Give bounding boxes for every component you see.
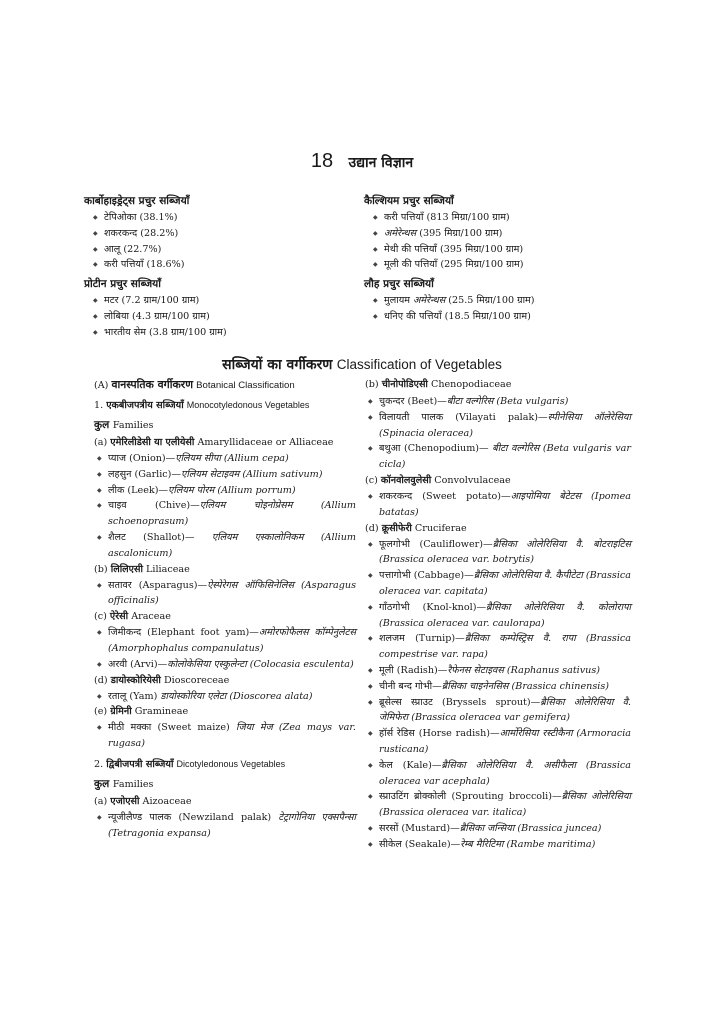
family-rb-heading: (b) चीनोपोडिएसी Chenopodiaceae [365, 379, 512, 390]
list-item: ◆ फूलगोभी (Cauliflower)—ब्रैसिका ओलेरिसिया वै. बोटराइटिस (Brassica oleracea var. botrytis) [365, 537, 631, 569]
left-column [94, 376, 356, 842]
list-item: ◆ करी पत्तियाँ (18.6%) [84, 257, 360, 273]
page-title: उद्यान विज्ञान [348, 155, 414, 171]
family-c-list [94, 625, 356, 672]
list-item: ◆ शकरकन्द (Sweet potato)—आइपोमिया बेटेटस (Ipomea batatas) [365, 489, 631, 521]
list-item: ◆ शकरकन्द (28.2%) [84, 226, 360, 242]
list-item: ◆ सतावर (Asparagus)—ऐस्पेरेगस ऑफिसिनेलिस (Asparagus officinalis) [94, 578, 356, 610]
family-b-list [94, 578, 356, 610]
list-item: ◆ मुलायम अमेरेन्थस (25.5 मिग्रा/100 ग्राम) [364, 293, 644, 309]
list-item: ◆ करी पत्तियाँ (813 मिग्रा/100 ग्राम) [364, 210, 644, 226]
family-a-list [94, 451, 356, 562]
protein-heading: प्रोटीन प्रचुर सब्जियाँ [84, 278, 161, 291]
list-item: ◆ मीठी मक्का (Sweet maize) जिया मेज (Zea mays var. rugasa) [94, 720, 356, 752]
list-item: ◆ अमेरेन्थस (395 मिग्रा/100 ग्राम) [364, 226, 644, 242]
family-rc-list [365, 489, 631, 521]
list-item: ◆ जिमीकन्द (Elephant foot yam)—अमोरफोफैलस कॉम्पेनुलेटस (Amorphophalus companulatus) [94, 625, 356, 657]
list-item: ◆ चीनी बन्द गोभी—ब्रैसिका चाइनेनसिस (Brassica chinensis) [365, 679, 631, 695]
list-item: ◆ स्प्राउटिंग ब्रोक्कोली (Sprouting broccoli)—ब्रैसिका ओलेरिसिया (Brassica oleracea var. italica) [365, 789, 631, 821]
iron-list [364, 293, 644, 325]
family-d-list [94, 689, 356, 705]
list-item: ◆ आलू (22.7%) [84, 242, 360, 258]
right-column [365, 376, 631, 853]
family-a-heading: (a) एमेरिलीडेसी या एलीयेसी Amaryllidaceae or Alliaceae [94, 437, 334, 448]
carb-heading: कार्बोहाइड्रेट्स प्रचुर सब्जियाँ [84, 195, 190, 207]
family-rc-heading: (c) कॉनवोलवुलेसी Convolvulaceae [365, 474, 511, 486]
list-item: ◆ लीक (Leek)—एलियम पोरम (Allium porrum) [94, 483, 356, 499]
protein-list [84, 293, 360, 340]
list-item: ◆ भारतीय सेम (3.8 ग्राम/100 ग्राम) [84, 325, 360, 341]
heading-dicot: 2. द्विबीजपत्री सब्जियाँ Dicotyledonous Vegetables [94, 758, 286, 770]
section-title-en: Classification of Vegetables [336, 357, 502, 372]
top-right-column [364, 190, 644, 325]
list-item: ◆ चुकन्दर (Beet)—बीटा वल्गेरिस (Beta vulgaris) [365, 394, 631, 410]
families-heading: कुल Families [94, 419, 154, 431]
list-item: ◆ अरवी (Arvi)—कोलोकेसिया एस्कुलेन्टा (Colocasia esculenta) [94, 657, 356, 673]
family-aa-list [94, 810, 356, 842]
family-e-heading: (e) ग्रेमिनी Gramineae [94, 706, 189, 718]
list-item: ◆ न्यूजीलैण्ड पालक (Newziland palak) टेट्रागोनिया एक्सपैन्सा (Tetragonia expansa) [94, 810, 356, 842]
calcium-heading: कैल्शियम प्रचुर सब्जियाँ [364, 195, 454, 207]
list-item: ◆ मूली की पत्तियाँ (295 मिग्रा/100 ग्राम) [364, 257, 644, 273]
list-item: ◆ ब्रूसेल्स स्प्राउट (Bryssels sprout)—ब्रैसिका ओलेरिसिया वै. जेमिफेरा (Brassica oleracea var gemifera) [365, 695, 631, 727]
list-item: ◆ हॉर्स रेडिस (Horse radish)—आर्मोरेसिया रस्टीकैना (Armoracia rusticana) [365, 726, 631, 758]
family-b-heading: (b) लिलिएसी Liliaceae [94, 563, 190, 575]
top-left-column [84, 190, 360, 341]
list-item: ◆ विलायती पालक (Vilayati palak)—स्पीनेसिया ऑलेरेसिया (Spinacia oleracea) [365, 410, 631, 442]
list-item: ◆ धनिए की पत्तियाँ (18.5 मिग्रा/100 ग्राम) [364, 309, 644, 325]
list-item: ◆ केल (Kale)—ब्रैसिका ओलेरिसिया वै. असीफैला (Brassica oleracea var acephala) [365, 758, 631, 790]
list-item: ◆ लहसुन (Garlic)—एलियम सेटाइवम (Allium sativum) [94, 467, 356, 483]
family-d-heading: (d) डायोस्कोरियेसी Dioscoreceae [94, 674, 230, 686]
family-rd-heading: (d) क्रूसीफेरी Cruciferae [365, 522, 467, 534]
list-item: ◆ मेथी की पत्तियाँ (395 मिग्रा/100 ग्राम) [364, 242, 644, 258]
list-item: ◆ शैलट (Shallot)— एलियम एस्कालोनिकम (Allium ascalonicum) [94, 530, 356, 562]
heading-monocot: 1. एकबीजपत्रीय सब्जियाँ Monocotyledonous Vegetables [94, 400, 310, 411]
list-item: ◆ प्याज (Onion)—एलियम सीपा (Allium cepa) [94, 451, 356, 467]
list-item: ◆ पत्तागोभी (Cabbage)—ब्रैसिका ओलेरिसिया वै. कैपीटेटा (Brassica oleracea var. capitata) [365, 568, 631, 600]
family-rd-list [365, 537, 631, 853]
page-number: 18 [310, 150, 334, 172]
list-item: ◆ चाइव (Chive)—एलियम चोइनोप्रेसम (Allium schoenoprasum) [94, 498, 356, 530]
family-aa-heading: (a) एजोएसी Aizoaceae [94, 795, 192, 807]
family-e-list [94, 720, 356, 752]
section-title [0, 355, 724, 375]
list-item: ◆ लोबिया (4.3 ग्राम/100 ग्राम) [84, 309, 360, 325]
list-item: ◆ गाँठगोभी (Knol-knol)—ब्रैसिका ओलेरिसिया वै. कोलोरापा (Brassica oleracea var. caulorapa) [365, 600, 631, 632]
list-item: ◆ रतालू (Yam) डायोस्कोरिया एलेटा (Dioscorea alata) [94, 689, 356, 705]
iron-heading: लौह प्रचुर सब्जियाँ [364, 278, 434, 291]
list-item: ◆ सीकेल (Seakale)—रेम्ब मैरिटिमा (Rambe maritima) [365, 837, 631, 853]
carb-list [84, 210, 360, 273]
family-rb-list [365, 394, 631, 473]
family-c-heading: (c) ऐरेसी Araceae [94, 611, 171, 623]
section-title-hi: सब्जियों का वर्गीकरण [222, 357, 333, 373]
list-item: ◆ टेपिओका (38.1%) [84, 210, 360, 226]
list-item: ◆ मटर (7.2 ग्राम/100 ग्राम) [84, 293, 360, 309]
list-item: ◆ शलजम (Turnip)—ब्रैसिका कम्पेस्ट्रिस वै. रापा (Brassica compestrise var. rapa) [365, 631, 631, 663]
list-item: ◆ सरसों (Mustard)—ब्रैसिका जन्सिया (Brassica juncea) [365, 821, 631, 837]
page-header [0, 150, 724, 174]
list-item: ◆ बथुआ (Chenopodium)— बीटा वल्गेरिस (Beta vulgaris var cicla) [365, 441, 631, 473]
heading-a-botanical: (A) वानस्पतिक वर्गीकरण Botanical Classification [94, 378, 295, 391]
calcium-list [364, 210, 644, 273]
list-item: ◆ मूली (Radish)—रैफेनस सेटाइवस (Raphanus sativus) [365, 663, 631, 679]
families-heading-2: कुल Families [94, 777, 154, 790]
